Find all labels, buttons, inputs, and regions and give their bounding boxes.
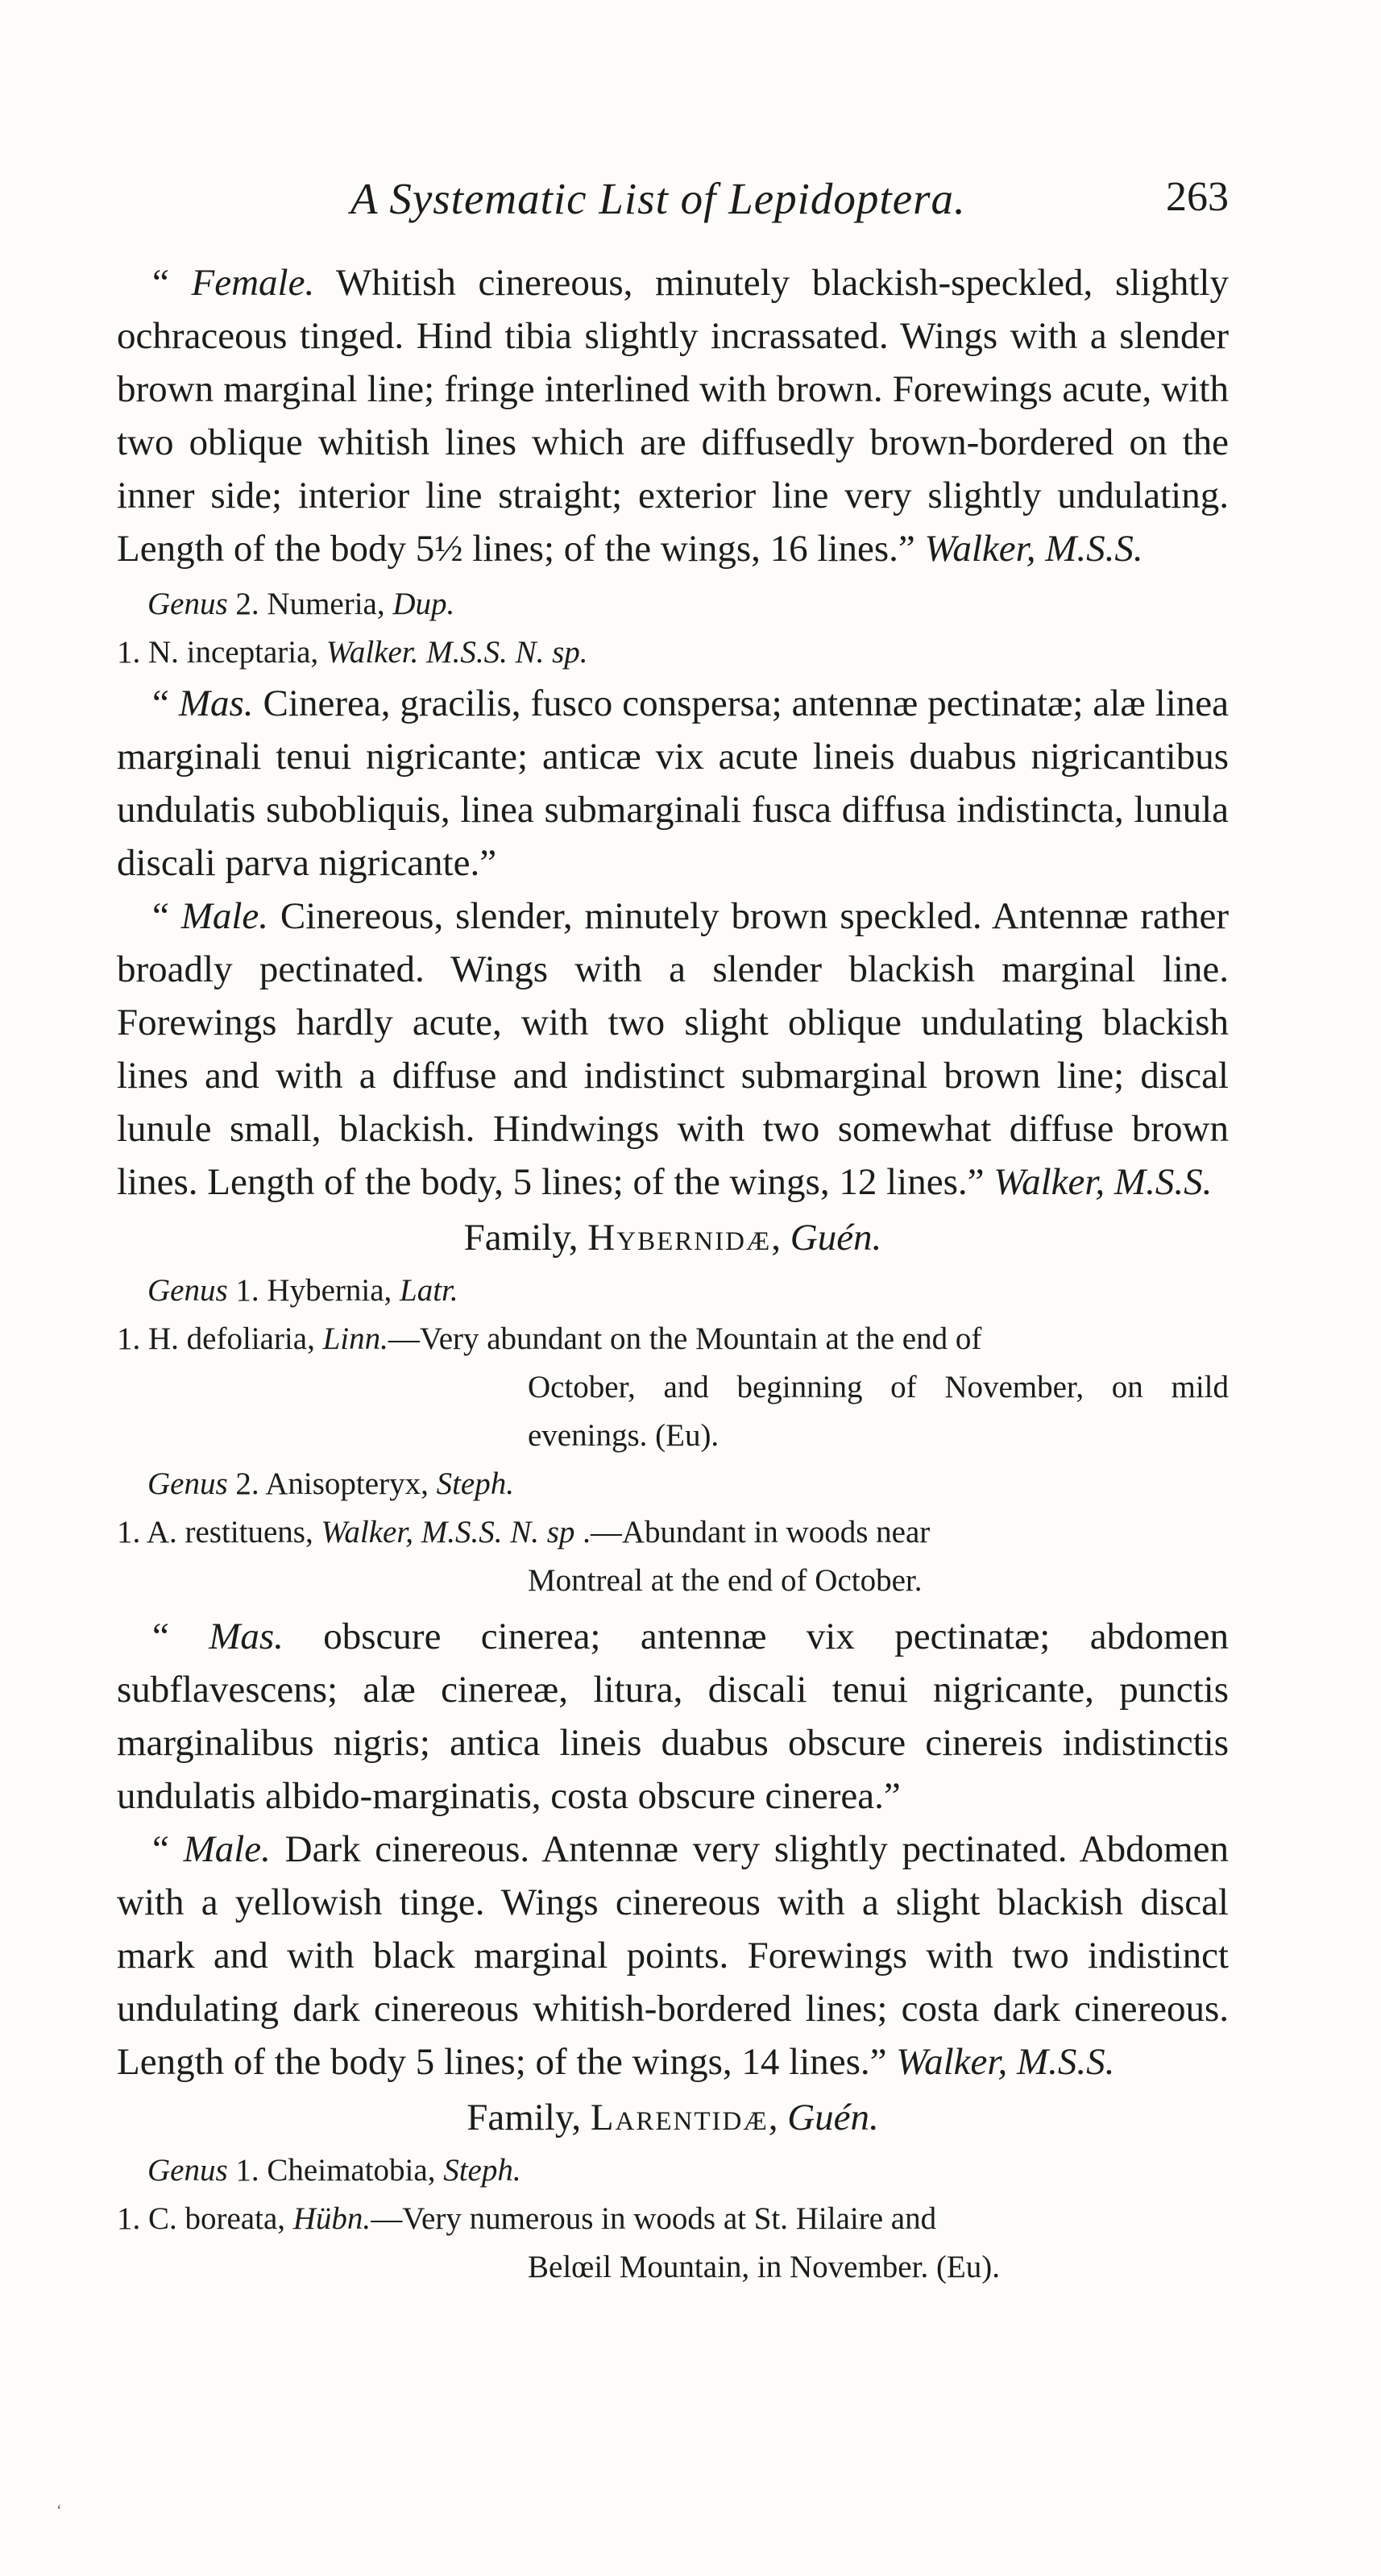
species-restituens [117,1508,1229,1605]
open-quote: “ [152,895,181,937]
family-authority: Guén. [790,1217,882,1259]
family-heading-larentidae [117,2089,1229,2147]
female-description [117,256,1229,575]
species-authority: Walker, M.S.S. N. sp [321,1515,575,1549]
species-authority: Walker. M.S.S. N. sp. [326,635,588,670]
genus-label: Genus [147,587,228,621]
open-quote: “ [152,262,192,304]
species-authority: Linn. [322,1321,388,1356]
latin-description-mas-2 [117,1610,1229,1823]
description-text: obscure cinerea; antennæ vix pectinatæ; abdomen subflavescens; alæ cinereæ, litura, discali tenui nigricante, punctis marginalibus nigris; antica lineis duabus obscure cinereis indistinctis undulatis albido-marginatis, costa obscure cinerea.” [117,1616,1229,1817]
lead-word: Mas. [178,682,254,724]
author-citation: Walker, M.S.S. [924,528,1143,570]
genus-authority: Steph. [443,2153,521,2188]
species-note-continued: October, and beginning of November, on mild evenings. (Eu). [528,1370,1229,1453]
species-authority: Hübn. [292,2201,371,2236]
species-note: .—Abundant in woods near [574,1515,931,1549]
species-name: 1. N. inceptaria, [117,635,326,670]
genus-cheimatobia [117,2147,1229,2195]
running-title: A Systematic List of Lepidoptera. [350,174,966,223]
species-boreata [117,2195,1229,2292]
genus-anisopteryx [117,1460,1229,1508]
species-inceptaria [117,628,1229,677]
separator: , [768,2097,788,2138]
species-defoliaria [117,1315,1229,1460]
page-body [117,256,1229,2292]
genus-authority: Latr. [400,1273,458,1308]
family-authority: Guén. [787,2097,879,2138]
genus-label: Genus [147,1466,228,1501]
open-quote: “ [152,1616,209,1657]
lead-word: Male. [183,1828,271,1870]
description-text: Cinerea, gracilis, fusco conspersa; antennæ pectinatæ; alæ linea marginali tenui nigricante; anticæ vix acute lineis duabus nigricantibus undulatis subobliquis, linea submarginali fusca diffusa indistincta, lunula discali parva nigricante.” [117,682,1229,884]
species-note: —Very abundant on the Mountain at the end of [388,1321,982,1356]
family-heading-hybernidae [117,1209,1229,1267]
lead-word: Mas. [209,1616,284,1657]
family-name: Larentidæ [590,2097,769,2138]
family-prefix: Family, [467,2097,591,2138]
open-quote: “ [152,1828,184,1870]
genus-numeria [117,580,1229,628]
male-description-2 [117,1823,1229,2089]
male-description [117,890,1229,1209]
species-note: —Very numerous in woods at St. Hilaire and [371,2201,937,2236]
lead-word: Male. [180,895,269,937]
genus-name: 1. Cheimatobia, [227,2153,444,2188]
genus-label: Genus [147,1273,228,1308]
species-name: 1. A. restituens, [117,1515,321,1549]
description-text: Whitish cinereous, minutely blackish-speckled, slightly ochraceous tinged. Hind tibia slightly incrassated. Wings with a slender brown marginal line; fringe interlined with brown. Forewings acute, with two oblique whitish lines which are diffusedly brown-bordered on the inner side; interior line straight; exterior line very slightly undulating. Length of the body 5½ lines; of the wings, 16 lines.” [117,262,1229,570]
species-note-continued: Belœil Mountain, in November. (Eu). [528,2250,1000,2284]
family-prefix: Family, [463,1217,588,1259]
genus-authority: Dup. [392,587,455,621]
page-number: 263 [1166,174,1229,220]
description-text: Dark cinereous. Antennæ very slightly pectinated. Abdomen with a yellowish tinge. Wings cinereous with a slight blackish discal mark and with black marginal points. Forewings with two indistinct undulating dark cinereous whitish-bordered lines; costa dark cinereous. Length of the body 5 lines; of the wings, 14 lines.” [117,1828,1229,2083]
description-text: Cinereous, slender, minutely brown speckled. Antennæ rather broadly pectinated. Wings with a slender blackish marginal line. Forewings hardly acute, with two slight oblique undulating blackish lines and with a diffuse and indistinct submarginal brown line; discal lunule small, blackish. Hindwings with two somewhat diffuse brown lines. Length of the body, 5 lines; of the wings, 12 lines.” [117,895,1229,1203]
author-citation: Walker, M.S.S. [993,1161,1213,1203]
genus-hybernia [117,1267,1229,1315]
latin-description-mas [117,677,1229,890]
species-name: 1. C. boreata, [117,2201,293,2236]
genus-label: Genus [147,2153,228,2188]
genus-name: 2. Numeria, [227,587,393,621]
lead-word: Female. [191,262,315,304]
genus-name: 1. Hybernia, [227,1273,400,1308]
genus-name: 2. Anisopteryx, [227,1466,437,1501]
author-citation: Walker, M.S.S. [896,2041,1115,2083]
page-speck: ʻ [56,2502,62,2520]
running-header [117,173,1229,230]
separator: , [771,1217,790,1259]
open-quote: “ [152,682,179,724]
family-name: Hybernidæ [587,1217,772,1259]
species-name: 1. H. defoliaria, [117,1321,323,1356]
genus-authority: Steph. [436,1466,514,1501]
species-note-continued: Montreal at the end of October. [528,1563,923,1598]
